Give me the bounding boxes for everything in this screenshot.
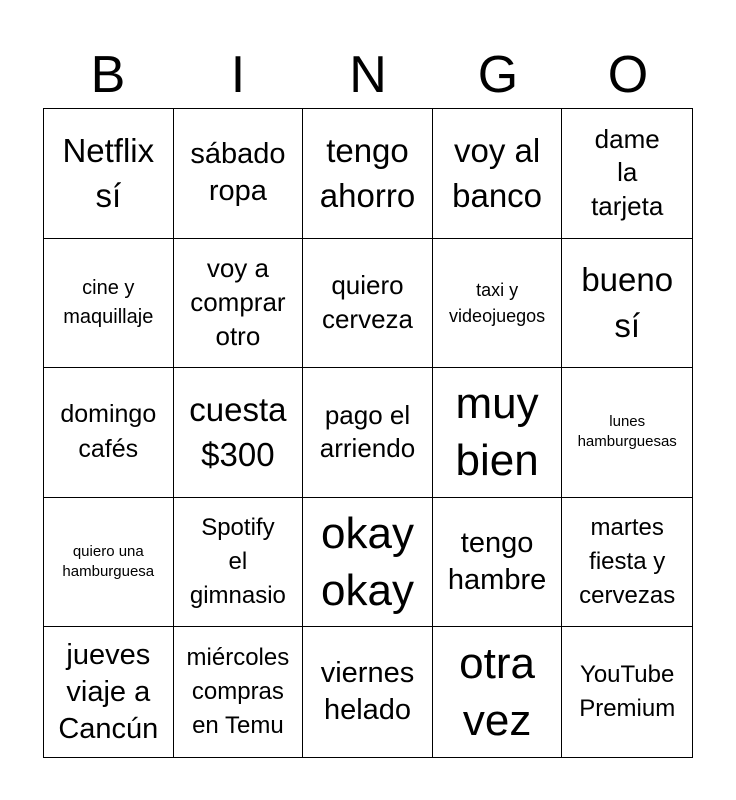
cell-text: bueno sí (581, 261, 674, 344)
cell-text: okay okay (321, 508, 414, 616)
bingo-cell[interactable] (433, 368, 563, 498)
bingo-cell[interactable] (562, 109, 692, 239)
header-letter-b: B (90, 46, 126, 104)
cell-text: viernes helado (320, 657, 415, 727)
bingo-cell[interactable] (303, 239, 433, 369)
bingo-cell[interactable] (174, 109, 304, 239)
bingo-grid (43, 108, 693, 758)
cell-text: lunes hamburguesas (577, 413, 677, 451)
header-letter-o: O (607, 46, 649, 104)
cell-text: martes fiesta y cervezas (579, 513, 676, 610)
cell-text: cine y maquillaje (63, 276, 154, 328)
cell-text: quiero cerveza (321, 270, 414, 334)
cell-text: voy al banco (452, 131, 543, 215)
header-letter-i: I (230, 46, 246, 104)
header-letter-n: N (349, 46, 387, 104)
cell-text: taxi y videojuegos (449, 279, 546, 326)
bingo-cell[interactable] (44, 109, 174, 239)
cell-text: Netflix sí (62, 131, 155, 215)
bingo-cell[interactable] (303, 368, 433, 498)
cell-text: miércoles compras en Temu (186, 644, 290, 740)
cell-text: quiero una hamburguesa (62, 542, 155, 581)
cell-text: Spotify el gimnasio (189, 513, 286, 610)
cell-text: tengo ahorro (319, 131, 416, 215)
bingo-cell[interactable] (44, 239, 174, 369)
bingo-cell[interactable] (303, 627, 433, 757)
cell-text: dame la tarjeta (591, 123, 664, 222)
bingo-cell[interactable] (174, 239, 304, 369)
bingo-cell[interactable] (174, 368, 304, 498)
bingo-cell[interactable] (562, 498, 692, 628)
bingo-cell[interactable] (433, 627, 563, 757)
bingo-cell[interactable] (303, 109, 433, 239)
cell-text: pago el arriendo (319, 399, 416, 464)
cell-text: otra vez (459, 639, 535, 746)
bingo-cell[interactable] (44, 627, 174, 757)
header-letter-g: G (477, 46, 519, 104)
cell-text: cuesta $300 (189, 390, 287, 474)
bingo-cell[interactable] (174, 498, 304, 628)
bingo-cell[interactable] (303, 498, 433, 628)
bingo-cell[interactable] (44, 368, 174, 498)
bingo-cell[interactable] (562, 368, 692, 498)
cell-text: domingo cafés (60, 400, 157, 464)
bingo-header (43, 40, 693, 110)
cell-text: voy a comprar otro (190, 253, 286, 351)
bingo-cell[interactable] (433, 109, 563, 239)
bingo-cell[interactable] (174, 627, 304, 757)
cell-text: tengo hambre (447, 526, 547, 597)
bingo-cell[interactable] (562, 627, 692, 757)
bingo-cell[interactable] (44, 498, 174, 628)
bingo-cell[interactable] (433, 498, 563, 628)
cell-text: sábado ropa (190, 138, 286, 208)
cell-text: muy bien (455, 379, 539, 486)
cell-text: YouTube Premium (579, 661, 676, 723)
cell-text: jueves viaje a Cancún (58, 638, 159, 745)
bingo-cell[interactable] (433, 239, 563, 369)
bingo-cell[interactable] (562, 239, 692, 369)
